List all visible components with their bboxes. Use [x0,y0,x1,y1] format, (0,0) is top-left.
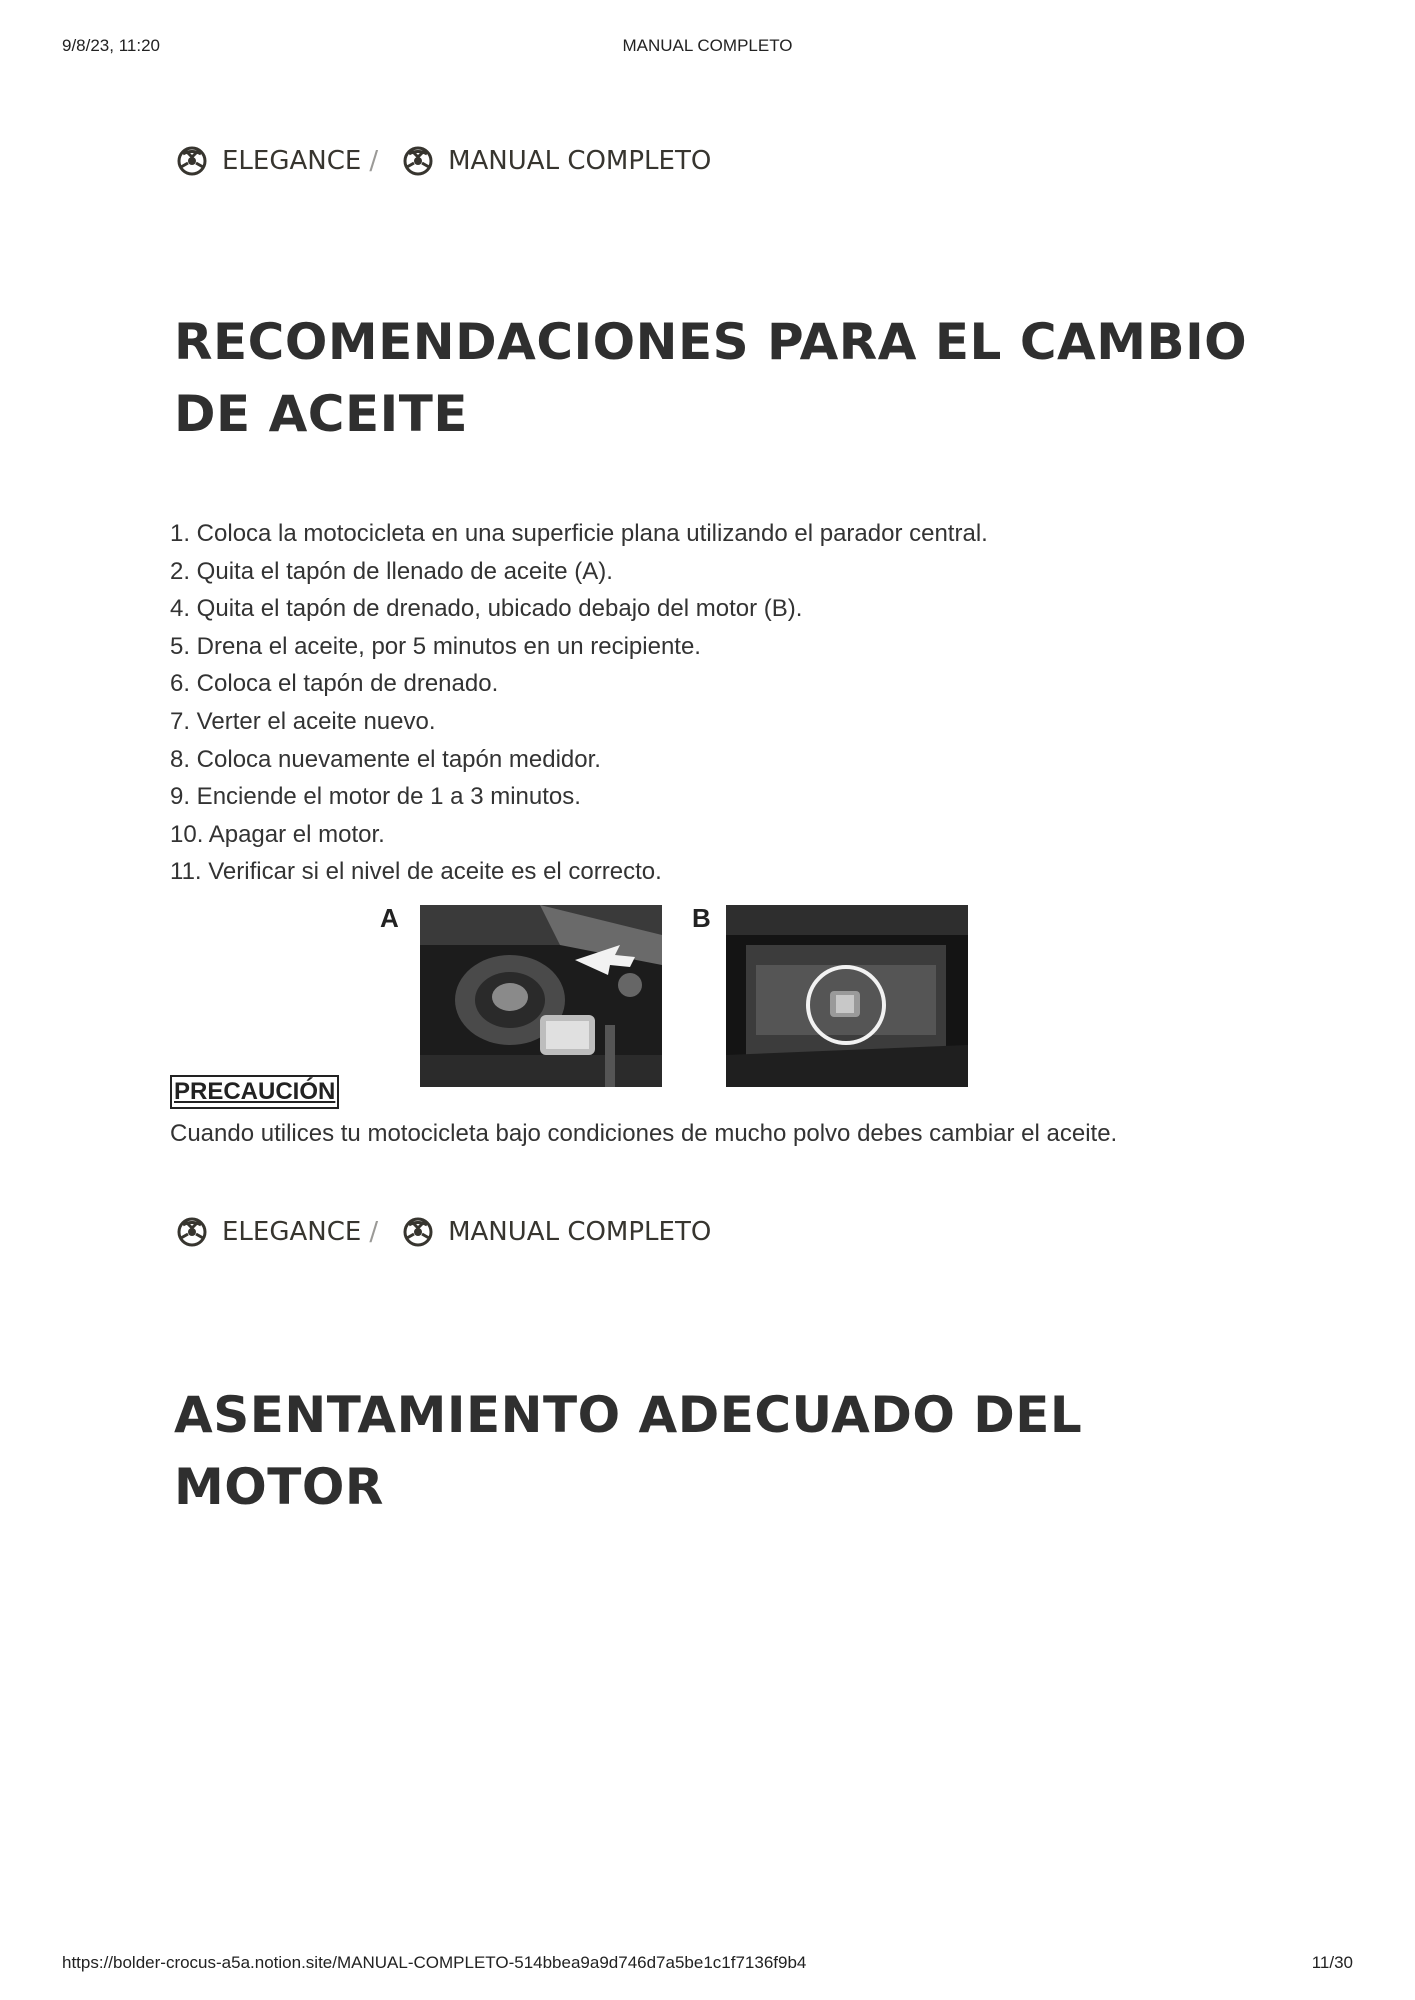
photo-oil-drain-plug [726,905,968,1087]
breadcrumb [176,1212,711,1252]
list-item: 1. Coloca la motocicleta en una superficie plana utilizando el parador central. [170,520,988,547]
breadcrumb-item-elegance[interactable] [176,145,361,177]
breadcrumb-separator: / [369,146,379,176]
list-item: 8. Coloca nuevamente el tapón medidor. [170,745,601,773]
breadcrumb-label: ELEGANCE [222,146,362,176]
motorcycle-wheel-icon [402,1216,434,1248]
list-item: 5. Drena el aceite, por 5 minutos en un recipiente. [170,632,701,660]
caution-text: Cuando utilices tu motocicleta bajo condiciones de mucho polvo debes cambiar el aceite. [170,1120,1118,1147]
print-title: MANUAL COMPLETO [622,36,793,55]
breadcrumb [176,141,711,181]
list-item: 9. Enciende el motor de 1 a 3 minutos. [170,783,581,811]
photos-row [380,903,980,1088]
print-footer [62,1953,1353,1977]
print-url: https://bolder-crocus-a5a.notion.site/MANUAL-COMPLETO-514bbea9a9d746d7a5be1c1f7136f9b4 [62,1953,807,1972]
motorcycle-wheel-icon [176,145,208,177]
list-item: 7. Verter el aceite nuevo. [170,707,436,735]
photo-oil-filler-cap [420,905,662,1087]
breadcrumb-item-manual-completo[interactable] [402,145,711,177]
photo-label-a: A [380,903,399,933]
breadcrumb-separator: / [369,1217,379,1247]
motorcycle-wheel-icon [402,145,434,177]
breadcrumb-label: MANUAL COMPLETO [448,1217,712,1247]
breadcrumb-item-elegance[interactable] [176,1216,361,1248]
steps-list [170,515,1180,891]
print-header [62,36,1353,60]
print-page-number: 11/30 [1311,1953,1353,1972]
motorcycle-wheel-icon [176,1216,208,1248]
breadcrumb-item-manual-completo[interactable] [402,1216,711,1248]
breadcrumb-label: MANUAL COMPLETO [448,146,712,176]
list-item: 6. Coloca el tapón de drenado. [170,670,499,698]
list-item: 4. Quita el tapón de drenado, ubicado debajo del motor (B). [170,595,803,623]
print-datetime: 9/8/23, 11:20 [62,36,160,55]
section-title: ASENTAMIENTO ADECUADO DEL MOTOR [174,1386,1083,1516]
page-title: RECOMENDACIONES PARA EL CAMBIO DE ACEITE [174,313,1248,443]
photo-label-b: B [692,903,711,933]
list-item: 2. Quita el tapón de llenado de aceite (A). [170,557,613,585]
breadcrumb-label: ELEGANCE [222,1217,362,1247]
manual-scan-content [170,515,1180,1195]
list-item: 10. Apagar el motor. [170,820,385,848]
caution-title: PRECAUCIÓN [170,1075,339,1109]
list-item: 11. Verificar si el nivel de aceite es el correcto. [170,858,662,886]
